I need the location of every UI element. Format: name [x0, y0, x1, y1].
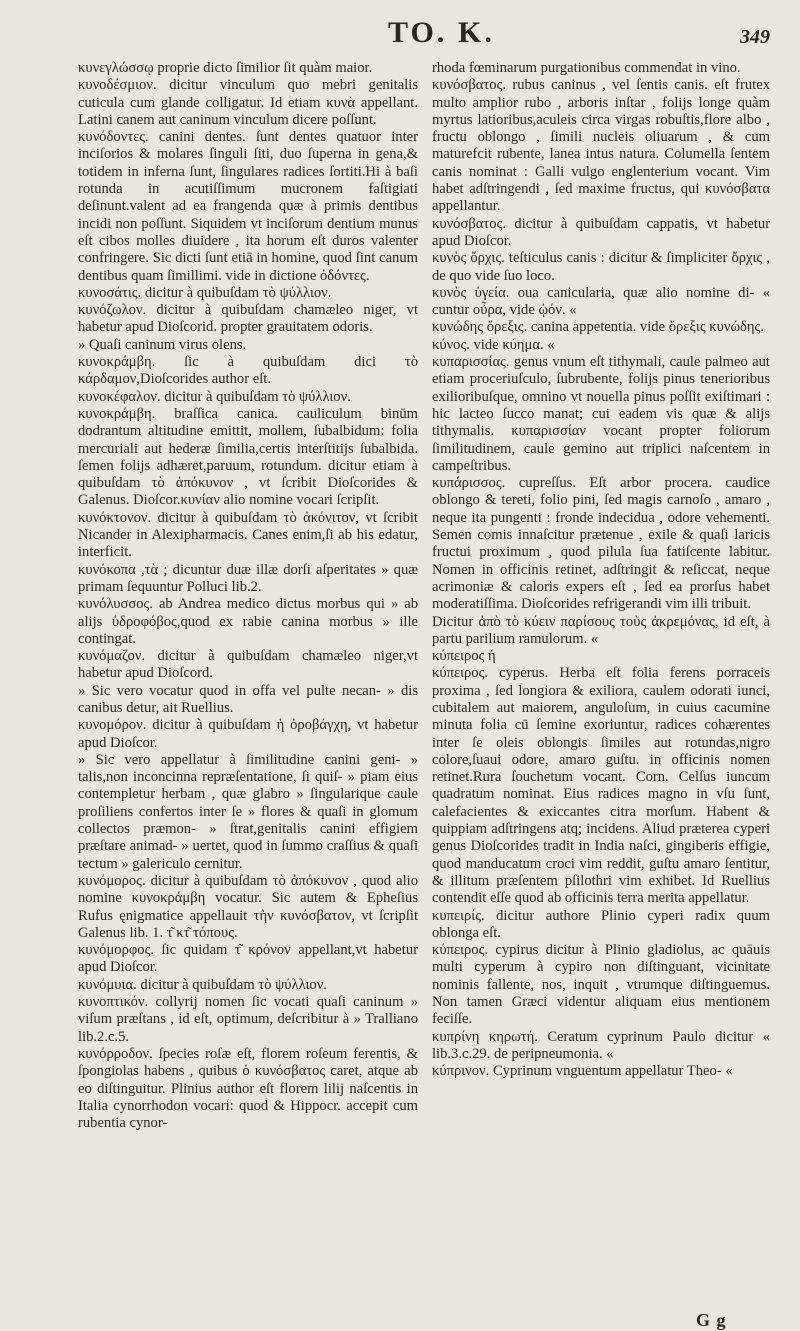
dictionary-entry: κυνόλυσσος. ab Andrea medico dictus morbus qui » ab alijs ὑδροφόβος,quod ex rabie canina morbus » ille contingat. — [78, 596, 418, 647]
dictionary-entry: κυπαρισσίας. genus vnum eſt tithymali, caule palmeo aut etiam proceriuſculo, ſubrubente, folijs pinus tenerioribus exilioribuſque, omnino vt nouella pinus poſſit exiſtimari : hic lacteo ſucco manat; cui eadem vis quæ & alijs tithymalis. κυπαρισσίαν vocant propter foliorum ſimilitudinem, caule gemino aut triplici naſcentem in campeſtribus. — [432, 354, 770, 474]
dictionary-entry: κυνόκοπα ,τὰ ; dicuntur duæ illæ dorſi aſperitates » quæ primam ſequuntur Polluci lib.2. — [78, 561, 418, 595]
dictionary-entry: κυπειρίς. dicitur authore Plinio cyperi radix quum oblonga eſt. — [432, 907, 770, 941]
dictionary-entry: κυνόσβατος. rubus caninus , vel ſentis canis. eſt frutex multo amplior rubo , arboris inſtar , folijs longe quàm myrtus latioribus,aculeis circa virgas robuſtis,flore albo , fructu oblongo , ſimili nucleis oliuarum , & cum maturefcit rubente, lanea intus natura. Columella ſentem canis nominat : Galli vulgo englenterium vocant. Vim habet adſtringendi , ſed maxime fructus, qui κυνόσβατα appellantur. — [432, 77, 770, 215]
dictionary-entry: κυνοσάτις. dicitur à quibuſdam τὸ ψύλλιον. — [78, 284, 332, 301]
dictionary-entry: κυνόμαζον. dicitur à quibuſdam chamæleo niger,vt habetur apud Dioſcord. — [78, 648, 418, 682]
right-column — [432, 60, 770, 1081]
dictionary-entry: rhoda fœminarum purgationibus commendat in vino. — [432, 60, 741, 76]
dictionary-entry: κυνόμυια. dicitur à quibuſdam τὸ ψύλλιον. — [78, 976, 327, 993]
dictionary-entry: κυνόκτονον. dicitur à quibuſdam τὸ ἀκόνιτον, vt ſcribit Nicander in Alexipharmacis. Canes enim,ſi ab his edatur, interficit. — [78, 509, 418, 561]
dictionary-entry: κυνοκέφαλον. dicitur à quibuſdam τὸ ψύλλιον. — [78, 388, 351, 405]
dictionary-entry: κυνοπτικόν. collyrij nomen ſic vocati quaſi caninum » viſum præſtans , id eſt, optimum, deſcribitur à » Tralliano lib.2.c.5. — [78, 994, 418, 1045]
running-head-right: K. — [458, 16, 495, 49]
dictionary-entry: κυνόδοντες. canini dentes. ſunt dentes quatuor inter inciſorios & molares ſinguli ſiti, duo ſuperna in gena,& totidem in inferna ſunt, ſingulares radices ſortiti.Hi à baſi rotunda in acutiſſimum mucronem faſtigiati deſinunt.valent ad ea frangenda quæ à primis dentibus incidi non poſſunt. Siquidem vt inciſorum dentium munus eſt cibos molles diuidere , ita horum eſt duros valenter confringere. Sic dicti ſunt etiā in homine, quod ſint canum dentibus quam ſimillimi. vide in dictione ὀδόντες. — [78, 129, 418, 284]
dictionary-entry: κύνος. vide κύημα. « — [432, 336, 555, 353]
running-head-left: TO. — [388, 16, 448, 49]
dictionary-entry: κύπειρος. cyperus. Herba eſt folia ferens porraceis proxima , ſed longiora & exiliora, caulem odorati iunci, cubitalem aut maiorem, anguloſum, in cuius cacumine minuta folia cū ſemine exoriuntur, radices cohærentes inter ſe oleis oblongis ſimiles aut rotundas,nigro colore,ſuaui odore, amaro guſtu. in officinis nomen retinet.Rura ſouchetum vocant. Corn. Celſus iuncum quadratum nominat. Eius radices magno in vſu ſunt, calefacientes & exiccantes citra morſum. Habent & quippiam adſtringens atq; incidens. Aliud præterea cyperi genus Dioſcorides tradit in India naſci, gingiberis effigie, quod manducatum croci vim reddit, guſtu amaro ſentitur, & illitum præſentem pſilothri vim exhibet. Id Ruellius contendit eſſe quod ab officinis terra merita appellatur. — [432, 665, 770, 907]
dictionary-entry: κύπειρος. cypirus dicitur à Plinio gladiolus, ac quāuis multi cyperum à cypiro non diſtinguant, vicinitate nominis fallente, nos, inquit , vtrumque diſtinguemus. Non tamen Græci videntur aliquam eius mentionem feciſſe. — [432, 942, 770, 1028]
dictionary-entry: κυνόζωλον. dicitur à quibuſdam chamæleo niger, vt habetur apud Dioſcorid. propter grauitatem odoris. — [78, 302, 418, 336]
signature-mark: G g — [696, 1310, 727, 1330]
page-header — [0, 14, 800, 54]
dictionary-entry: κυνομόρον. dicitur à quibuſdam ἡ ὀροβάγχη, vt habetur apud Dioſcor. — [78, 717, 418, 751]
dictionary-entry: » Quaſi caninum virus olens. — [78, 336, 247, 353]
dictionary-entry: » Sic vero appellatur à ſimilitudine canini geni- » talis,non inconcinna repræſentatione, ſi quiſ- » piam eius contempletur herbam , quæ glabro » ſingularique caule proſiliens confertos inter ſe » flores & quaſi in glomum collectos præmon- » ſtrat,genitalis canini effigiem præſtare animad- » uertet, quod in ſummo craſſius & quaſi tectum » galericulo cernitur. — [78, 751, 418, 872]
dictionary-entry: κυνόμορος. dicitur à quibuſdam τὸ ἀπόκυνον , quod alio nomine κυνοκράμβη vocatur. Sic autem & Epheſius Rufus ęnigmatice appellauit τὴν κυνόσβατον, vt ſcripſit Galenus lib. 1. τ͂ κτ͂ τόπους. — [78, 872, 418, 941]
dictionary-entry: κυνοκράμβη. braſſica canica. cauliculum binūm dodrantum altitudine emittit, mollem, ſubalbidum: folia mercuriali aut hederæ ſimilia,certis interſtitijs ſubalbida. ſemen folijs adhæret,paruum, rotundum. dicitur etiam à quibuſdam τὸ ἀπόκυνον , vt ſcribit Dioſcorides & Galenus. Dioſcor.κυνίαν alio nomine vocari ſcripſit. — [78, 405, 418, 509]
dictionary-entry: κυνώδης ὄρεξις. canina appetentia. vide ὄρεξις κυνώδης. — [432, 319, 764, 336]
dictionary-entry: κυνόρροδον. ſpecies roſæ eſt, florem roſeum ferentis, & ſpongiolas habens , quibus ὁ κυνόσβατος caret, atque ab eo diſtinguitur. Plinius author eſt florem lilij naſcentis in Italia cynorrhodon vocari: quod & Hippocr. accepit cum rubentia cynor- — [78, 1045, 418, 1132]
dictionary-entry: κυνοκράμβη. ſic à quibuſdam dici τὸ κάρδαμον,Dioſcorides author eſt. — [78, 354, 418, 388]
dictionary-entry: κυνεγλώσσῳ proprie dicto ſimilior ſit quàm maior. — [78, 60, 373, 76]
dictionary-entry: κυνόσβατος. dicitur à quibuſdam cappatis, vt habetur apud Dioſcor. — [432, 215, 770, 249]
dictionary-entry: Dicitur ἀπὸ τὸ κύειν παρίσους τοὺς ἀκρεμόνας, id eſt, à partu parilium ramulorum. « — [432, 613, 770, 647]
dictionary-entry: » Sic vero vocatur quod in offa vel pulte necan- » dis canibus detur, ait Ruellius. — [78, 682, 418, 716]
dictionary-entry: κύπειρος ἡ — [432, 648, 496, 665]
dictionary-entry: κυνὸς ὑγεία. oua canicularia, quæ alio nomine di- « cuntur οὖρα, vide ᾠόν. « — [432, 284, 770, 319]
left-column — [78, 60, 418, 1132]
dictionary-entry: κύπρινον. Cyprinum vnguentum appellatur Theo- « — [432, 1063, 733, 1080]
dictionary-entry: κυπάρισσος. cupreſſus. Eſt arbor procera. caudice oblongo & tereti, folio pini, ſed magis carnoſo , amaro , neque ita pungenti : fronde indecidua , odore vehementi. Semen comis innaſcitur prætenue , exile & quaſi laricis fructui proximum , quod pilula ſua fatiſcente labitur. Nomen in officinis retinet, adſtringit & reſiccat, neque acrimoniæ & caloris expers eſt , ſed ea prorſus habet moderatiſſima. Dioſcorides refrigerandi vim illi tribuit. — [432, 475, 770, 613]
dictionary-entry: κυνὸς ὄρχις. teſticulus canis : dicitur & ſimpliciter ὄρχις , de quo vide ſuo loco. — [432, 250, 770, 284]
page-number: 349 — [740, 26, 770, 48]
dictionary-entry: κυνοδέσμιον. dicitur vinculum quo mebri genitalis cuticula cum glande colligatur. Id etiam κυνὰ appellant. Latini canem aut caninum vinculum dicere poſſunt. — [78, 77, 418, 128]
dictionary-entry: κυνόμορφος. ſic quidam τ͂ κρόνον appellant,vt habetur apud Dioſcor. — [78, 942, 418, 976]
dictionary-entry: κυπρίνη κηρωτή. Ceratum cyprinum Paulo dicitur « lib.3.c.29. de peripneumonia. « — [432, 1028, 770, 1062]
